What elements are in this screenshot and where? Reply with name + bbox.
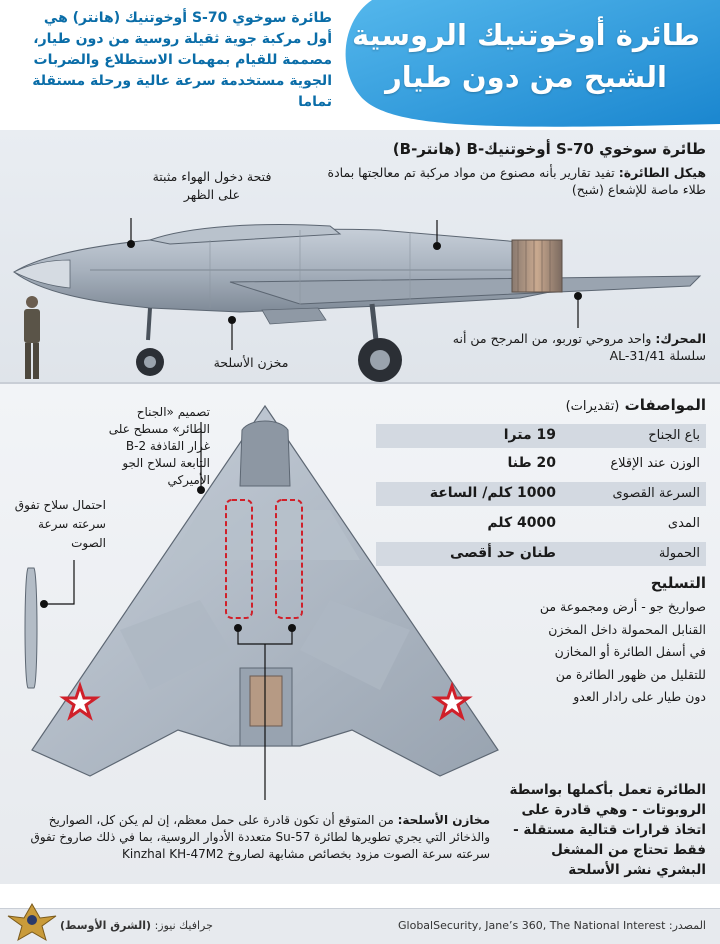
- spec-row: [376, 482, 706, 506]
- spec-value: 19 مترا: [503, 427, 556, 443]
- source-label: المصدر:: [668, 919, 706, 932]
- page-title: طائرة أوخوتنيك الروسية الشبح من دون طيار: [352, 18, 700, 94]
- aircraft-model-title: طائرة سوخوي S-70 أوخوتنيك-B (هانتر-B): [392, 140, 706, 158]
- spec-label: باع الجناح: [648, 428, 700, 443]
- spec-row: [376, 542, 706, 566]
- intro-text: طائرة سوخوي S-70 أوخوتنيك (هانتر) هي أول مركبة جوية ثقيلة روسية من دون طيار، مصممة للقيام بمهمات الاستطلاع والضربات الجوية مستخدمة سرعة عالية ورحلة مستقلة تماما: [32, 10, 332, 110]
- spec-value: 1000 كلم/ الساعة: [429, 485, 556, 501]
- flying-wing-note: تصميم «الجناح الطائر» مسطح على غرار القاذفة B-2 التابعة لسلاح الجو الأميركي: [108, 405, 210, 487]
- footer: [0, 908, 720, 944]
- spec-row: [376, 512, 706, 536]
- hypersonic-missile-note: احتمال سلاح تفوق سرعته سرعة الصوت: [14, 498, 106, 550]
- source-text: GlobalSecurity, Jane’s 360, The National Interest: [398, 919, 666, 932]
- engine-label: المحرك:: [655, 331, 706, 346]
- weapons-bays-note: [20, 812, 490, 863]
- engine-text: واحد مروحي توربو، من المرجح من أنه سلسلة AL-31/41: [452, 331, 706, 363]
- spec-row: [376, 424, 706, 448]
- fuselage-note: [326, 164, 706, 198]
- spec-value: طنان حد أقصى: [450, 545, 556, 561]
- credit-brand: (الشرق الأوسط): [60, 919, 152, 932]
- eagle-logo-icon: [6, 896, 58, 942]
- spec-label: الوزن عند الإقلاع: [610, 456, 700, 471]
- armament-text: صواريخ جو - أرض ومجموعة من القنابل المحمولة داخل المخزن في أسفل الطائرة أو المخازن للتقليل من ظهور الطائرة من دون طيار على رادار العدو: [539, 599, 706, 704]
- engine-note: [446, 330, 706, 364]
- bays-label: مخازن الأسلحة:: [397, 813, 490, 827]
- credit-label: جرافيك نيوز:: [154, 919, 213, 932]
- spec-value: 20 طنا: [507, 455, 556, 471]
- spec-value: 4000 كلم: [487, 515, 556, 531]
- fuselage-label: هيكل الطائرة:: [618, 165, 706, 180]
- weapons-bay-note: مخزن الأسلحة: [213, 355, 289, 370]
- fuselage-text: تفيد تقارير بأنه مصنوع من مواد مركبة تم معالجتها بمادة طلاء ماصة للإشعاع (شبح): [327, 165, 706, 197]
- specs-heading-note: (تقديرات): [565, 399, 620, 414]
- header: [0, 0, 720, 130]
- spec-row: [376, 452, 706, 476]
- source-credit: [398, 919, 706, 932]
- autonomy-note: الطائرة تعمل بأكملها بواسطة الروبوتات - وهي قادرة على اتخاذ قرارات قتالية مستقلة - فقط تحتاج من المشغل البشري نشر الأسلحة: [509, 782, 706, 878]
- air-intake-note: فتحة دخول الهواء مثبتة على الظهر: [152, 169, 272, 202]
- specs-heading: المواصفات (تقديرات): [565, 396, 706, 414]
- spec-label: السرعة القصوى: [612, 486, 700, 501]
- bays-text: من المتوقع أن تكون قادرة على حمل معظم، إن لم يكن كل، الصواريخ والذخائر التي يجري تطويرها لطائرة Su-57 متعددة الأدوار الروسية، بما في ذلك صاروخ تفوق سرعته سرعة الصوت مزود بخصائص مشابهة لصاروخ Kinzhal KH-47M2: [30, 813, 490, 861]
- armament-heading: التسليح: [650, 574, 706, 592]
- spec-label: المدى: [667, 516, 700, 531]
- spec-label: الحمولة: [658, 546, 700, 561]
- graphic-credit: [60, 919, 213, 932]
- scale-figure: [24, 296, 40, 379]
